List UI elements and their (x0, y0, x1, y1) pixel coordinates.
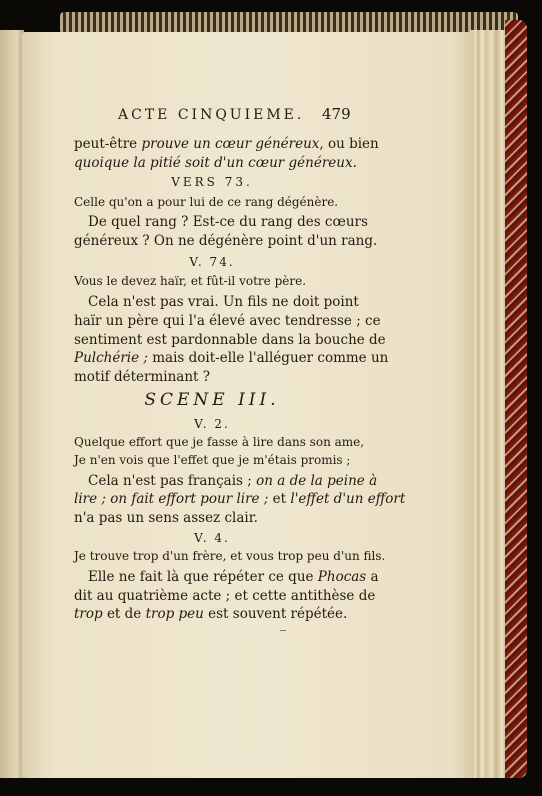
text-line: quoique la pitié soit d'un cœur généreux. (74, 155, 357, 171)
text-line: haïr un père qui l'a élevé avec tendresse ; ce (74, 313, 381, 329)
page-number: 479 (322, 105, 351, 123)
text-line: De quel rang ? Est-ce du rang des cœurs (88, 214, 368, 230)
text-line: lire ; on fait effort pour lire ; et l'effet d'un effort (74, 491, 406, 507)
section-heading: V. 2. (194, 417, 230, 431)
text-line: Pulchérie ; mais doit-elle l'alléguer comme un (74, 350, 389, 366)
quote-line: Quelque effort que je fasse à lire dans son ame, (74, 435, 365, 449)
quote-line: Je trouve trop d'un frère, et vous trop peu d'un fils. (74, 549, 386, 563)
quote-line: Je n'en vois que l'effet que je m'étais promis ; (74, 453, 351, 467)
book-page (22, 32, 474, 778)
text-line: dit au quatrième acte ; et cette antithèse de (74, 588, 376, 604)
scene-heading: SCENE III. (144, 390, 280, 410)
text-line: Cela n'est pas français ; on a de la peine à (88, 473, 378, 489)
text-line: n'a pas un sens assez clair. (74, 510, 258, 526)
section-heading: V. 74. (189, 255, 235, 269)
quote-line: Celle qu'on a pour lui de ce rang dégénère. (74, 195, 339, 209)
text-line: Elle ne fait là que répéter ce que Phocas a (88, 569, 379, 585)
left-page-edge (0, 30, 24, 778)
text-line: généreux ? On ne dégénère point d'un rang. (74, 233, 378, 249)
text-line: sentiment est pardonnable dans la bouche de (74, 332, 386, 348)
section-heading: V. 4. (194, 531, 230, 545)
book-top-edge (60, 12, 518, 34)
ink-mark (280, 630, 286, 631)
text-line: Cela n'est pas vrai. Un fils ne doit point (88, 294, 359, 310)
marbled-edge (505, 20, 527, 778)
quote-line: Vous le devez haïr, et fût-il votre père. (74, 274, 307, 288)
text-line: motif déterminant ? (74, 369, 210, 385)
running-title: ACTE CINQUIEME. (118, 107, 305, 123)
text-line: peut-être prouve un cœur généreux, ou bien (74, 136, 379, 152)
section-heading: VERS 73. (171, 175, 253, 189)
text-line: trop et de trop peu est souvent répétée. (74, 606, 348, 622)
